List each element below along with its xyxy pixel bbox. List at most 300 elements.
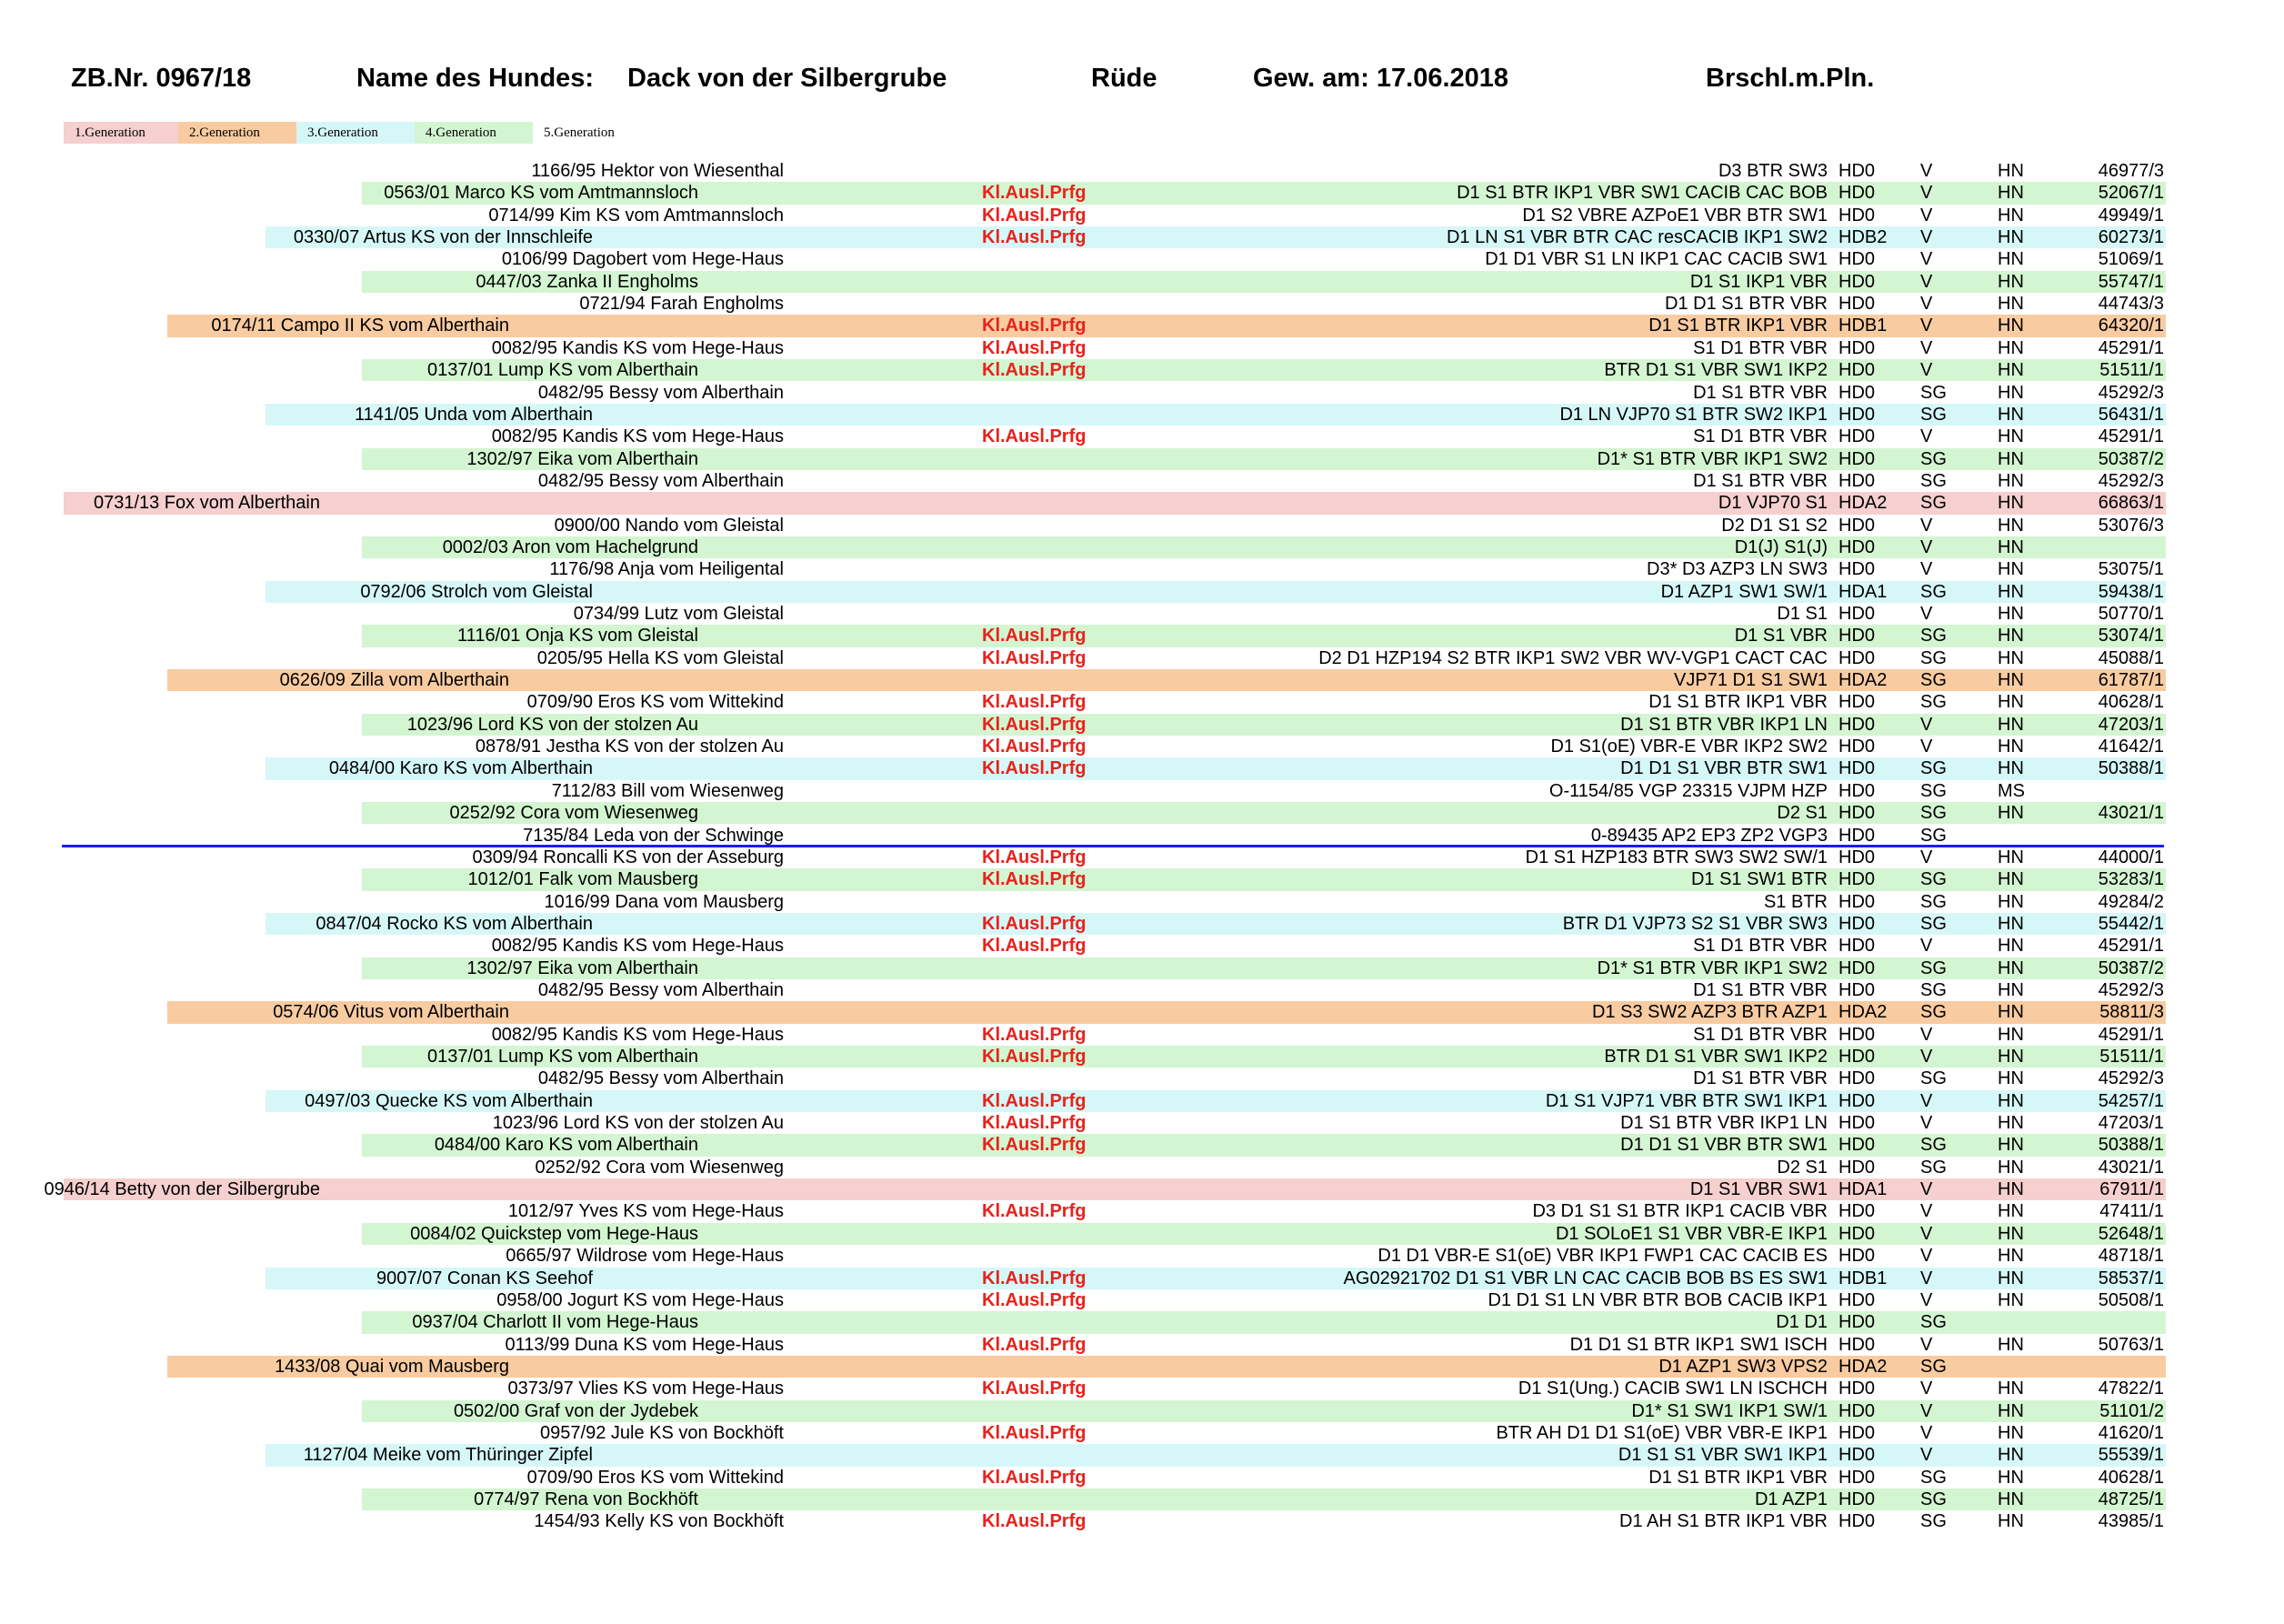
pedigree-row (0, 1046, 2284, 1068)
show-grade: SG (1920, 869, 1947, 890)
hn-mark: HN (1998, 294, 2024, 315)
dog-registration-name: 0878/91 Jestha KS von der stolzen Au (475, 737, 784, 757)
dog-registration-name: 0084/02 Quickstep vom Hege-Haus (410, 1223, 698, 1244)
studbook-number: 51511/1 (2099, 360, 2164, 381)
studbook-number: 40628/1 (2098, 692, 2164, 713)
show-grade: SG (1920, 448, 1947, 469)
show-grade: V (1920, 559, 1933, 580)
hn-mark: HN (1998, 515, 2024, 536)
exam-badge: Kl.Ausl.Prfg (982, 1135, 1087, 1156)
studbook-number: 41642/1 (2098, 737, 2164, 757)
exam-badge: Kl.Ausl.Prfg (982, 1289, 1087, 1310)
hd-score: HDA2 (1838, 493, 1888, 514)
dog-registration-name: 9007/07 Conan KS Seehof (376, 1268, 593, 1288)
hn-mark: HN (1998, 1289, 2024, 1310)
hn-mark: HN (1998, 1135, 2024, 1156)
hn-mark: HN (1998, 316, 2024, 336)
exam-badge: Kl.Ausl.Prfg (982, 758, 1087, 779)
titles-list: D1 S1 SW1 BTR (1690, 869, 1828, 890)
hn-mark: HN (1998, 161, 2024, 181)
titles-list: D1 D1 VBR S1 LN IKP1 CAC CACIB SW1 (1485, 249, 1828, 270)
dog-registration-name: 0447/03 Zanka II Engholms (476, 271, 698, 292)
legend-generation-4: 4.Generation (415, 122, 533, 144)
studbook-number: 45292/3 (2098, 470, 2164, 491)
hd-score: HD0 (1838, 337, 1876, 358)
titles-list: D1 S3 SW2 AZP3 BTR AZP1 (1592, 1002, 1828, 1023)
studbook-number: 45291/1 (2098, 426, 2164, 447)
exam-badge: Kl.Ausl.Prfg (982, 1024, 1087, 1045)
hn-mark: HN (1998, 426, 2024, 447)
show-grade: V (1920, 1400, 1933, 1421)
pedigree-row (0, 1356, 2284, 1378)
titles-list: D2 S1 (1777, 1157, 1828, 1178)
studbook-number: 40628/1 (2098, 1467, 2164, 1488)
titles-list: D1 D1 (1776, 1312, 1828, 1333)
hd-score: HD0 (1838, 936, 1876, 957)
dog-registration-name: 0709/90 Eros KS vom Wittekind (526, 692, 784, 713)
exam-badge: Kl.Ausl.Prfg (982, 647, 1087, 668)
titles-list: BTR D1 S1 VBR SW1 IKP2 (1604, 1047, 1828, 1067)
show-grade: SG (1920, 913, 1947, 934)
hn-mark: HN (1998, 1400, 2024, 1421)
dog-registration-name: 0482/95 Bessy vom Alberthain (537, 470, 784, 491)
pedigree-row (0, 404, 2284, 426)
titles-list: D1 S1 BTR VBR IKP1 LN (1620, 714, 1828, 735)
show-grade: V (1920, 714, 1933, 735)
titles-list: D1 LN VJP70 S1 BTR SW2 IKP1 (1559, 404, 1828, 425)
studbook-number (2073, 536, 2164, 558)
exam-badge: Kl.Ausl.Prfg (982, 337, 1087, 358)
exam-badge: Kl.Ausl.Prfg (982, 316, 1087, 336)
titles-list: D2 D1 HZP194 S2 BTR IKP1 SW2 VBR WV-VGP1 CACT CAC (1318, 647, 1828, 668)
hd-score: HD0 (1838, 470, 1876, 491)
hn-mark: HN (1998, 581, 2024, 602)
hd-score: HD0 (1838, 515, 1876, 536)
hd-score: HDA1 (1838, 581, 1888, 602)
studbook-number: 55539/1 (2098, 1445, 2164, 1466)
dog-registration-name: 0106/99 Dagobert vom Hege-Haus (501, 249, 784, 270)
pedigree-row (0, 891, 2284, 913)
hd-score: HD0 (1838, 1289, 1876, 1310)
titles-list: D1 AZP1 (1754, 1489, 1828, 1509)
hn-mark: HN (1998, 604, 2024, 624)
show-grade: V (1920, 1378, 1933, 1399)
hd-score: HDB2 (1838, 227, 1888, 248)
titles-list: D1 S2 VBRE AZPoE1 VBR BTR SW1 (1522, 205, 1828, 226)
show-grade: SG (1920, 825, 1947, 846)
pedigree-row (0, 293, 2284, 315)
show-grade: SG (1920, 1356, 1947, 1377)
dog-registration-name: 0792/06 Strolch vom Gleistal (360, 581, 593, 602)
show-grade: V (1920, 1246, 1933, 1267)
dog-registration-name: 0563/01 Marco KS vom Amtmannsloch (384, 183, 698, 204)
studbook-number: 47822/1 (2098, 1378, 2164, 1399)
hn-mark: HN (1998, 1090, 2024, 1111)
show-grade: V (1920, 316, 1933, 336)
hn-mark: HN (1998, 1068, 2024, 1089)
hn-mark: HN (1998, 1246, 2024, 1267)
pedigree-row (0, 1001, 2284, 1023)
legend-generation-1: 1.Generation (64, 122, 178, 144)
titles-list: D2 D1 S1 S2 (1721, 515, 1828, 536)
dog-registration-name: 0484/00 Karo KS vom Alberthain (434, 1135, 698, 1156)
hd-score: HD0 (1838, 1135, 1876, 1156)
studbook-number (2073, 780, 2164, 802)
titles-list: D1 S1 IKP1 VBR (1689, 271, 1828, 292)
exam-badge: Kl.Ausl.Prfg (982, 1378, 1087, 1399)
hd-score: HD0 (1838, 647, 1876, 668)
pedigree-row (0, 426, 2284, 447)
pedigree-row (0, 935, 2284, 957)
hn-mark: HN (1998, 626, 2024, 647)
dog-registration-name: 1012/01 Falk vom Mausberg (467, 869, 698, 890)
titles-list: D2 S1 (1777, 803, 1828, 824)
pedigree-row (0, 736, 2284, 757)
titles-list: BTR D1 VJP73 S2 S1 VBR SW3 (1562, 913, 1828, 934)
show-grade: SG (1920, 382, 1947, 403)
titles-list: D1* S1 SW1 IKP1 SW/1 (1631, 1400, 1828, 1421)
titles-list: D1 S1(Ung.) CACIB SW1 LN ISCHCH (1518, 1378, 1828, 1399)
titles-list: D1 D1 S1 BTR IKP1 SW1 ISCH (1569, 1334, 1828, 1355)
show-grade: SG (1920, 891, 1947, 912)
dog-registration-name: 0002/03 Aron vom Hachelgrund (442, 536, 698, 557)
pedigree-row (0, 160, 2284, 182)
pedigree-row (0, 825, 2284, 847)
exam-badge: Kl.Ausl.Prfg (982, 426, 1087, 447)
show-grade: V (1920, 737, 1933, 757)
titles-list: D1 D1 S1 LN VBR BTR BOB CACIB IKP1 (1488, 1289, 1828, 1310)
titles-list: D1 SOLoE1 S1 VBR VBR-E IKP1 (1555, 1223, 1828, 1244)
pedigree-row (0, 847, 2284, 868)
studbook-number: 47203/1 (2098, 1113, 2164, 1134)
pedigree-row (0, 248, 2284, 270)
hd-score: HD0 (1838, 604, 1876, 624)
hn-mark: HN (1998, 670, 2024, 691)
studbook-number: 64320/1 (2098, 316, 2164, 336)
studbook-number: 45291/1 (2098, 1024, 2164, 1045)
show-grade: V (1920, 205, 1933, 226)
studbook-number: 41620/1 (2098, 1422, 2164, 1443)
zb-number: ZB.Nr. 0967/18 (71, 64, 252, 93)
studbook-number: 46977/3 (2098, 161, 2164, 181)
hn-mark: HN (1998, 1157, 2024, 1178)
studbook-number: 56431/1 (2098, 404, 2164, 425)
show-grade: V (1920, 1268, 1933, 1288)
pedigree-row (0, 1289, 2284, 1311)
show-grade: SG (1920, 493, 1947, 514)
hd-score: HD0 (1838, 1157, 1876, 1178)
show-grade: V (1920, 1445, 1933, 1466)
studbook-number: 53283/1 (2098, 869, 2164, 890)
hd-score: HD0 (1838, 536, 1876, 557)
pedigree-row (0, 1422, 2284, 1444)
hn-mark: HN (1998, 913, 2024, 934)
hn-mark: HN (1998, 1489, 2024, 1509)
studbook-number: 43021/1 (2098, 1157, 2164, 1178)
studbook-number (2073, 825, 2164, 847)
hn-mark: HN (1998, 337, 2024, 358)
dog-registration-name: 1302/97 Eika vom Alberthain (466, 448, 698, 469)
studbook-number: 51511/1 (2099, 1047, 2164, 1067)
studbook-number: 48725/1 (2098, 1489, 2164, 1509)
dog-registration-name: 0252/92 Cora vom Wiesenweg (535, 1157, 784, 1178)
studbook-number: 43985/1 (2098, 1511, 2164, 1532)
pedigree-row (0, 1489, 2284, 1510)
show-grade: V (1920, 1179, 1933, 1200)
pedigree-row (0, 1268, 2284, 1289)
pedigree-row (0, 1467, 2284, 1489)
pedigree-row (0, 1024, 2284, 1046)
dog-registration-name: 0665/97 Wildrose vom Hege-Haus (506, 1246, 784, 1267)
hn-mark: HN (1998, 758, 2024, 779)
hn-mark: HN (1998, 404, 2024, 425)
show-grade: SG (1920, 1002, 1947, 1023)
dog-registration-name: 0082/95 Kandis KS vom Hege-Haus (491, 426, 784, 447)
hd-score: HD0 (1838, 183, 1876, 204)
show-grade: V (1920, 183, 1933, 204)
show-grade: V (1920, 1113, 1933, 1134)
dog-registration-name: 0731/13 Fox vom Alberthain (93, 493, 320, 514)
studbook-number: 44743/3 (2098, 294, 2164, 315)
titles-list: D1 D1 S1 VBR BTR SW1 (1620, 758, 1828, 779)
pedigree-row (0, 1068, 2284, 1089)
pedigree-row (0, 1444, 2284, 1466)
hd-score: HD0 (1838, 1378, 1876, 1399)
dog-registration-name: 1176/98 Anja vom Heiligental (549, 559, 784, 580)
hn-mark: HN (1998, 1024, 2024, 1045)
coat-color: Brschl.m.Pln. (1706, 64, 1875, 93)
hn-mark: HN (1998, 979, 2024, 1000)
titles-list: D1 S1 VBR (1734, 626, 1828, 647)
hn-mark: HN (1998, 1445, 2024, 1466)
titles-list: D1(J) S1(J) (1734, 536, 1828, 557)
pedigree-row (0, 1245, 2284, 1267)
hn-mark: HN (1998, 382, 2024, 403)
hd-score: HD0 (1838, 1201, 1876, 1222)
show-grade: SG (1920, 670, 1947, 691)
studbook-number: 55442/1 (2098, 913, 2164, 934)
show-grade: V (1920, 604, 1933, 624)
dog-registration-name: 1127/04 Meike vom Thüringer Zipfel (303, 1445, 593, 1466)
hd-score: HD0 (1838, 714, 1876, 735)
dog-registration-name: 0137/01 Lump KS vom Alberthain (427, 1047, 698, 1067)
hn-mark: HN (1998, 1378, 2024, 1399)
show-grade: V (1920, 249, 1933, 270)
hn-mark: HN (1998, 957, 2024, 978)
show-grade: SG (1920, 626, 1947, 647)
hn-mark: HN (1998, 1113, 2024, 1134)
show-grade: V (1920, 1223, 1933, 1244)
show-grade: V (1920, 227, 1933, 248)
exam-badge: Kl.Ausl.Prfg (982, 183, 1087, 204)
show-grade: V (1920, 271, 1933, 292)
hd-score: HD0 (1838, 1422, 1876, 1443)
hn-mark: HN (1998, 891, 2024, 912)
pedigree-row (0, 1223, 2284, 1245)
titles-list: O-1154/85 VGP 23315 VJPM HZP (1548, 780, 1828, 801)
pedigree-row (0, 1090, 2284, 1112)
show-grade: SG (1920, 1489, 1947, 1509)
hn-mark: HN (1998, 1201, 2024, 1222)
studbook-number: 53074/1 (2098, 626, 2164, 647)
dog-registration-name: 1302/97 Eika vom Alberthain (466, 957, 698, 978)
titles-list: D1 S1 BTR VBR IKP1 LN (1620, 1113, 1828, 1134)
dog-name: Dack von der Silbergrube (627, 64, 947, 93)
exam-badge: Kl.Ausl.Prfg (982, 1422, 1087, 1443)
studbook-number: 50770/1 (2098, 604, 2164, 624)
titles-list: S1 D1 BTR VBR (1693, 426, 1828, 447)
show-grade: V (1920, 426, 1933, 447)
studbook-number: 60273/1 (2098, 227, 2164, 248)
show-grade: V (1920, 515, 1933, 536)
studbook-number: 54257/1 (2098, 1090, 2164, 1111)
exam-badge: Kl.Ausl.Prfg (982, 1511, 1087, 1532)
studbook-number: 45291/1 (2098, 337, 2164, 358)
hd-score: HD0 (1838, 1090, 1876, 1111)
hd-score: HDB1 (1838, 1268, 1888, 1288)
hd-score: HDA1 (1838, 1179, 1888, 1200)
dog-registration-name: 0137/01 Lump KS vom Alberthain (427, 360, 698, 381)
dog-registration-name: 1166/95 Hektor von Wiesenthal (531, 161, 784, 181)
exam-badge: Kl.Ausl.Prfg (982, 913, 1087, 934)
hd-score: HD0 (1838, 825, 1876, 846)
show-grade: SG (1920, 404, 1947, 425)
exam-badge: Kl.Ausl.Prfg (982, 737, 1087, 757)
pedigree-row (0, 714, 2284, 736)
hd-score: HD0 (1838, 1511, 1876, 1532)
studbook-number (2073, 1356, 2164, 1378)
hd-score: HD0 (1838, 294, 1876, 315)
show-grade: SG (1920, 1511, 1947, 1532)
pedigree-row (0, 1157, 2284, 1178)
pedigree-row (0, 271, 2284, 293)
hd-score: HDB1 (1838, 316, 1888, 336)
whelped-date: Gew. am: 17.06.2018 (1253, 64, 1509, 93)
studbook-number: 45292/3 (2098, 1068, 2164, 1089)
titles-list: S1 D1 BTR VBR (1693, 1024, 1828, 1045)
pedigree-row (0, 780, 2284, 802)
dog-registration-name: 0113/99 Duna KS vom Hege-Haus (505, 1334, 784, 1355)
dog-registration-name: 0709/90 Eros KS vom Wittekind (526, 1467, 784, 1488)
hd-score: HD0 (1838, 737, 1876, 757)
hn-mark: HN (1998, 737, 2024, 757)
show-grade: V (1920, 337, 1933, 358)
hd-score: HDA2 (1838, 1356, 1888, 1377)
pedigree-row (0, 913, 2284, 935)
titles-list: D1 S1 BTR VBR (1693, 979, 1828, 1000)
show-grade: SG (1920, 780, 1947, 801)
dog-registration-name: 7135/84 Leda von der Schwinge (523, 825, 784, 846)
exam-badge: Kl.Ausl.Prfg (982, 1334, 1087, 1355)
show-grade: V (1920, 847, 1933, 867)
hn-mark: HN (1998, 647, 2024, 668)
hn-mark: HN (1998, 1334, 2024, 1355)
pedigree-row (0, 1178, 2284, 1200)
studbook-number: 50388/1 (2098, 1135, 2164, 1156)
titles-list: D1 S1 BTR IKP1 VBR (1648, 692, 1828, 713)
pedigree-header (0, 64, 2284, 100)
pedigree-row (0, 1112, 2284, 1134)
studbook-number: 49949/1 (2098, 205, 2164, 226)
dog-registration-name: 0721/94 Farah Engholms (579, 294, 784, 315)
dog-registration-name: 0082/95 Kandis KS vom Hege-Haus (491, 936, 784, 957)
titles-list: BTR D1 S1 VBR SW1 IKP2 (1604, 360, 1828, 381)
dog-registration-name: 0482/95 Bessy vom Alberthain (537, 382, 784, 403)
hd-score: HD0 (1838, 426, 1876, 447)
show-grade: V (1920, 161, 1933, 181)
dog-registration-name: 0774/97 Rena von Bockhöft (474, 1489, 698, 1509)
pedigree-row (0, 515, 2284, 536)
titles-list: D1 S1(oE) VBR-E VBR IKP2 SW2 (1550, 737, 1828, 757)
pedigree-row (0, 1134, 2284, 1156)
exam-badge: Kl.Ausl.Prfg (982, 692, 1087, 713)
exam-badge: Kl.Ausl.Prfg (982, 936, 1087, 957)
titles-list: D1 LN S1 VBR BTR CAC resCACIB IKP1 SW2 (1446, 227, 1828, 248)
studbook-number: 49284/2 (2098, 891, 2164, 912)
show-grade: V (1920, 1422, 1933, 1443)
titles-list: D3 D1 S1 S1 BTR IKP1 CACIB VBR (1532, 1201, 1828, 1222)
pedigree-row (0, 182, 2284, 204)
dog-registration-name: 7112/83 Bill vom Wiesenweg (551, 780, 784, 801)
pedigree-row (0, 1400, 2284, 1422)
titles-list: 0-89435 AP2 EP3 ZP2 VGP3 (1590, 825, 1828, 846)
show-grade: V (1920, 1201, 1933, 1222)
hn-mark: HN (1998, 1179, 2024, 1200)
studbook-number: 51069/1 (2098, 249, 2164, 270)
pedigree-row (0, 757, 2284, 779)
dog-registration-name: 0082/95 Kandis KS vom Hege-Haus (491, 1024, 784, 1045)
titles-list: D1 S1 S1 VBR SW1 IKP1 (1618, 1445, 1828, 1466)
titles-list: S1 BTR (1763, 891, 1828, 912)
exam-badge: Kl.Ausl.Prfg (982, 360, 1087, 381)
pedigree-row (0, 1311, 2284, 1333)
hd-score: HDA2 (1838, 670, 1888, 691)
show-grade: V (1920, 294, 1933, 315)
pedigree-row (0, 226, 2284, 248)
show-grade: V (1920, 936, 1933, 957)
dog-registration-name: 1016/99 Dana vom Mausberg (544, 891, 784, 912)
studbook-number: 61787/1 (2098, 670, 2164, 691)
hd-score: HD0 (1838, 1312, 1876, 1333)
hn-mark: HN (1998, 227, 2024, 248)
dog-registration-name: 1433/08 Quai vom Mausberg (275, 1356, 509, 1377)
hn-mark: HN (1998, 183, 2024, 204)
titles-list: D1* S1 BTR VBR IKP1 SW2 (1597, 448, 1828, 469)
studbook-number: 67911/1 (2099, 1179, 2164, 1200)
show-grade: SG (1920, 1312, 1947, 1333)
legend-generation-2: 2.Generation (178, 122, 296, 144)
hd-score: HD0 (1838, 1467, 1876, 1488)
dog-registration-name: 1116/01 Onja KS vom Gleistal (457, 626, 698, 647)
exam-badge: Kl.Ausl.Prfg (982, 1201, 1087, 1222)
hd-score: HD0 (1838, 869, 1876, 890)
show-grade: SG (1920, 758, 1947, 779)
hd-score: HD0 (1838, 1246, 1876, 1267)
hd-score: HD0 (1838, 360, 1876, 381)
studbook-number: 50763/1 (2098, 1334, 2164, 1355)
hn-mark: HN (1998, 1511, 2024, 1532)
exam-badge: Kl.Ausl.Prfg (982, 205, 1087, 226)
studbook-number: 48718/1 (2098, 1246, 2164, 1267)
hd-score: HD0 (1838, 1024, 1876, 1045)
studbook-number: 52648/1 (2098, 1223, 2164, 1244)
hn-mark: HN (1998, 869, 2024, 890)
pedigree-row (0, 957, 2284, 979)
dog-registration-name: 0714/99 Kim KS vom Amtmannsloch (488, 205, 784, 226)
hn-mark: HN (1998, 692, 2024, 713)
pedigree-row (0, 470, 2284, 492)
dog-registration-name: 0484/00 Karo KS vom Alberthain (328, 758, 593, 779)
